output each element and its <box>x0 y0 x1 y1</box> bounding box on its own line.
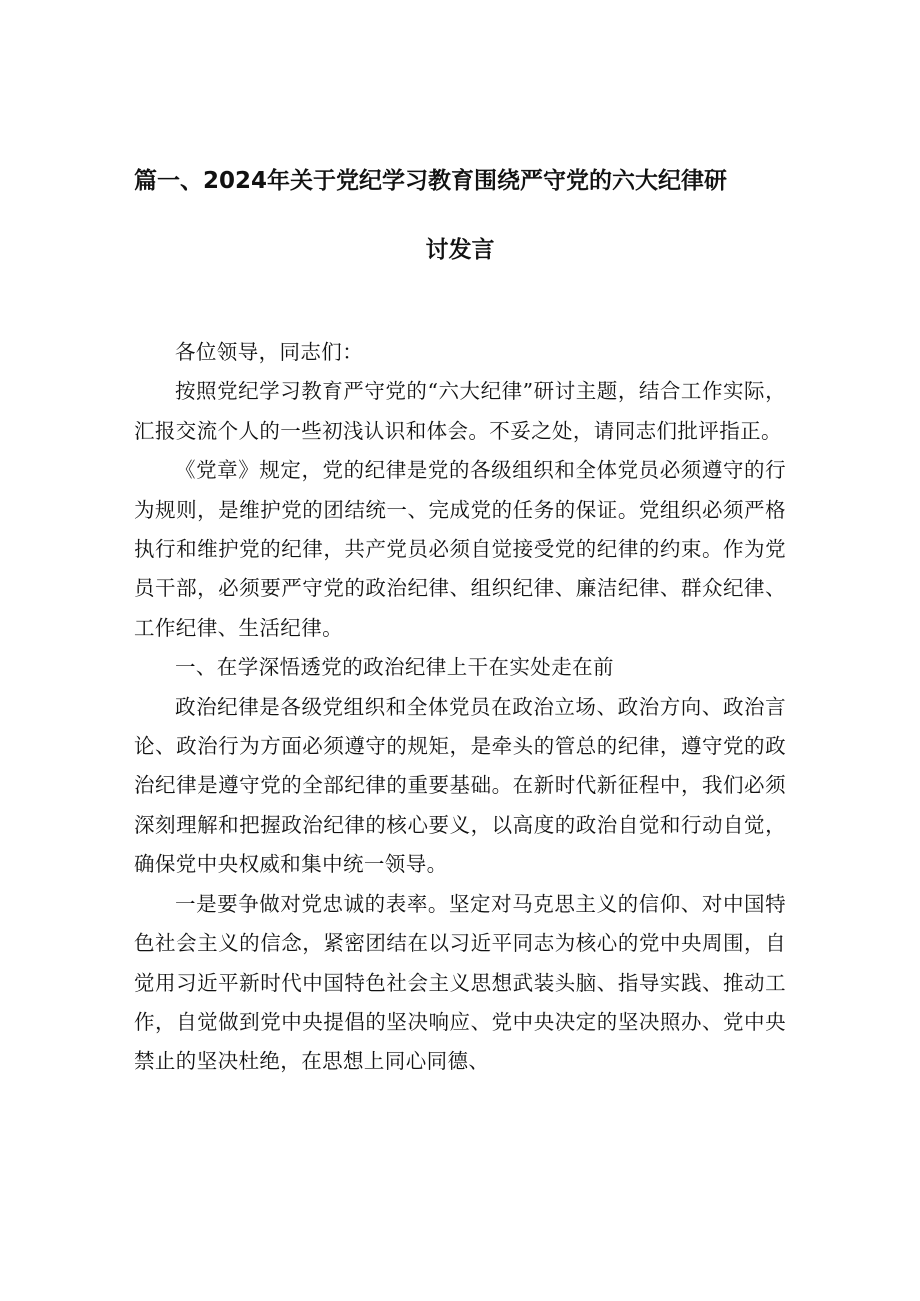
section-1-heading: 一、在学深悟透党的政治纪律上干在实处走在前 <box>175 655 614 680</box>
party-constitution-paragraph: 《党章》规定，党的纪律是党的各级组织和全体党员必须遵守的行为规则，是维护党的团结统一、完成党的任务的保证。党组织必须严格执行和维护党的纪律，共产党员必须自觉接受党的纪律的约束。作为党员干部，必须要严守党的政治纪律、组织纪律、廉洁纪律、群众纪律、工作纪律、生活纪律。 <box>134 458 786 640</box>
document-body <box>134 333 786 1082</box>
document-title-line-2: 讨发言 <box>425 237 495 263</box>
section-1-paragraph: 政治纪律是各级党组织和全体党员在政治立场、政治方向、政治言论、政治行为方面必须遵守的规矩，是牵头的管总的纪律，遵守党的政治纪律是遵守党的全部纪律的重要基础。在新时代新征程中，我们必须深刻理解和把握政治纪律的核心要义，以高度的政治自觉和行动自觉，确保党中央权威和集中统一领导。 <box>134 694 786 877</box>
document-title-line-1: 篇一、2024年关于党纪学习教育围绕严守党的六大纪律研 <box>134 168 728 194</box>
intro-paragraph: 按照党纪学习教育严守党的“六大纪律”研讨主题，结合工作实际，汇报交流个人的一些初浅认识和体会。不妥之处，请同志们批评指正。 <box>134 379 786 443</box>
salutation: 各位领导，同志们： <box>175 340 364 364</box>
section-1-point-1-paragraph: 一是要争做对党忠诚的表率。坚定对马克思主义的信仰、对中国特色社会主义的信念，紧密团结在以习近平同志为核心的党中央周围，自觉用习近平新时代中国特色社会主义思想武装头脑、指导实践、推动工作，自觉做到党中央提倡的坚决响应、党中央决定的坚决照办、党中央禁止的坚决杜绝，在思想上同心同德、 <box>134 891 786 1074</box>
